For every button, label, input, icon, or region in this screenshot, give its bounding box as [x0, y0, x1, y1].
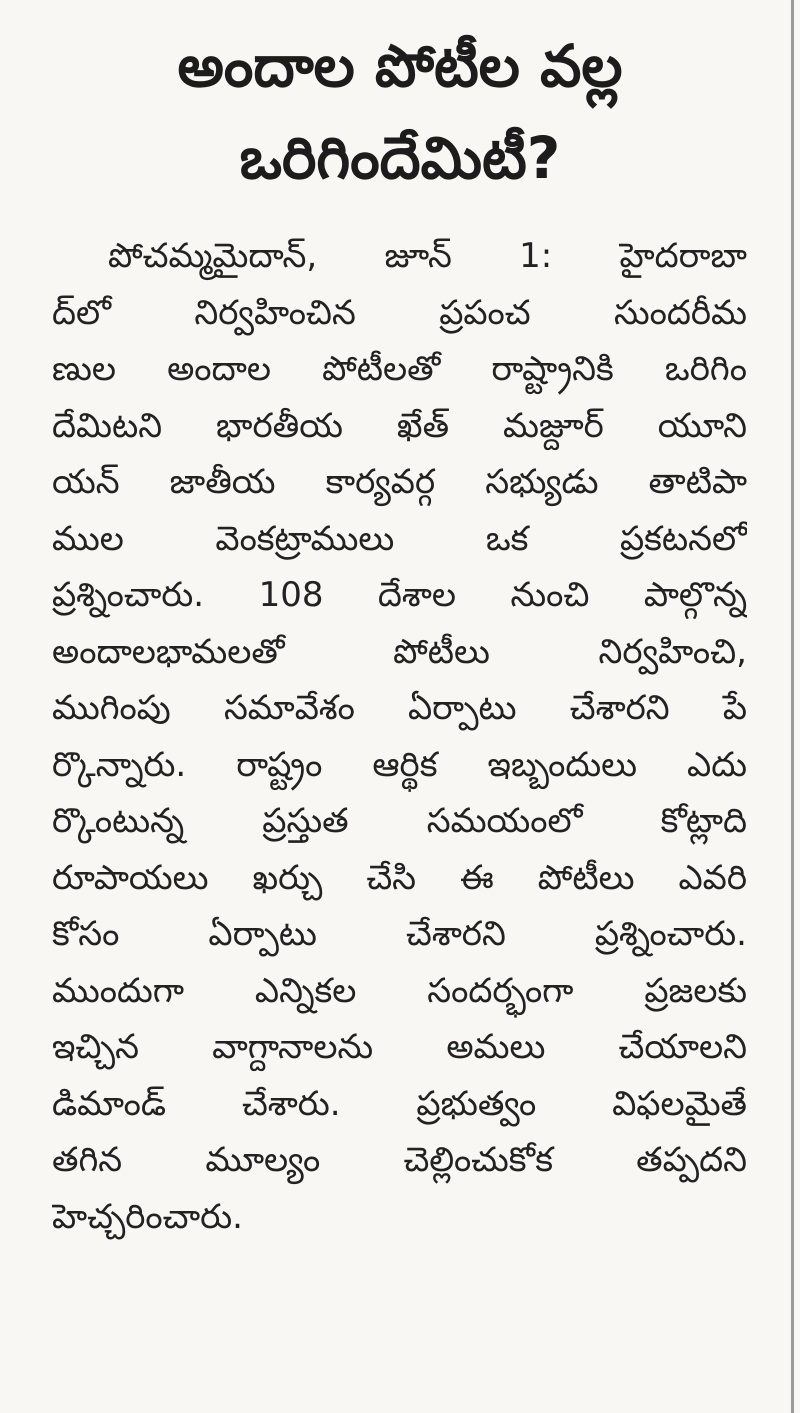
body-line: కోసం ఏర్పాటు చేశారని ప్రశ్నించారు.: [52, 914, 747, 954]
body-line: అందాలభామలతో పోటీలు నిర్వహించి,: [52, 631, 747, 672]
body-line: రూపాయలు ఖర్చు చేసి ఈ పోటీలు ఎవరి: [52, 857, 747, 898]
body-line: ర్కొన్నారు. రాష్ట్రం ఆర్థిక ఇబ్బందులు ఎదు: [52, 744, 747, 785]
body-line: డిమాండ్ చేశారు. ప్రభుత్వం విఫలమైతే: [52, 1083, 747, 1124]
headline: [20, 20, 780, 204]
body-line: ముందుగా ఎన్నికల సందర్భంగా ప్రజలకు: [52, 970, 747, 1011]
body-line: ణుల అందాల పోటీలతో రాష్ట్రానికి ఒరిగిం: [52, 349, 747, 389]
headline-line-1: అందాల పోటీల వల్ల: [177, 32, 623, 100]
body-line: పోచమ్మమైదాన్, జూన్ 1: హైదరాబా: [108, 236, 747, 276]
body-line: తగిన మూల్యం చెల్లించుకోక తప్పదని: [52, 1140, 747, 1180]
headline-line-2: ఒరిగిందేమిటీ?: [239, 124, 561, 192]
column-divider: [791, 0, 794, 1413]
article-body: [52, 228, 747, 1245]
body-line: యన్ జాతీయ కార్యవర్గ సభ్యుడు తాటిపా: [52, 462, 747, 502]
body-line: హెచ్చరించారు.: [52, 1196, 243, 1237]
body-line: ముగింపు సమావేశం ఏర్పాటు చేశారని పే: [52, 688, 747, 728]
body-line: ద్‌లో నిర్వహించిన ప్రపంచ సుందరీమ: [52, 292, 747, 333]
body-line: ఇచ్చిన వాగ్దానాలను అమలు చేయాలని: [52, 1027, 747, 1067]
body-line: దేమిటని భారతీయ ఖేత్ మజ్దూర్ యూని: [52, 405, 747, 446]
body-line: ముల వెంకట్రాములు ఒక ప్రకటనలో: [52, 518, 747, 559]
body-line: ర్కొంటున్న ప్రస్తుత సమయంలో కోట్లాది: [52, 801, 747, 841]
body-line: ప్రశ్నించారు. 108 దేశాల నుంచి పాల్గొన్న: [52, 575, 747, 615]
